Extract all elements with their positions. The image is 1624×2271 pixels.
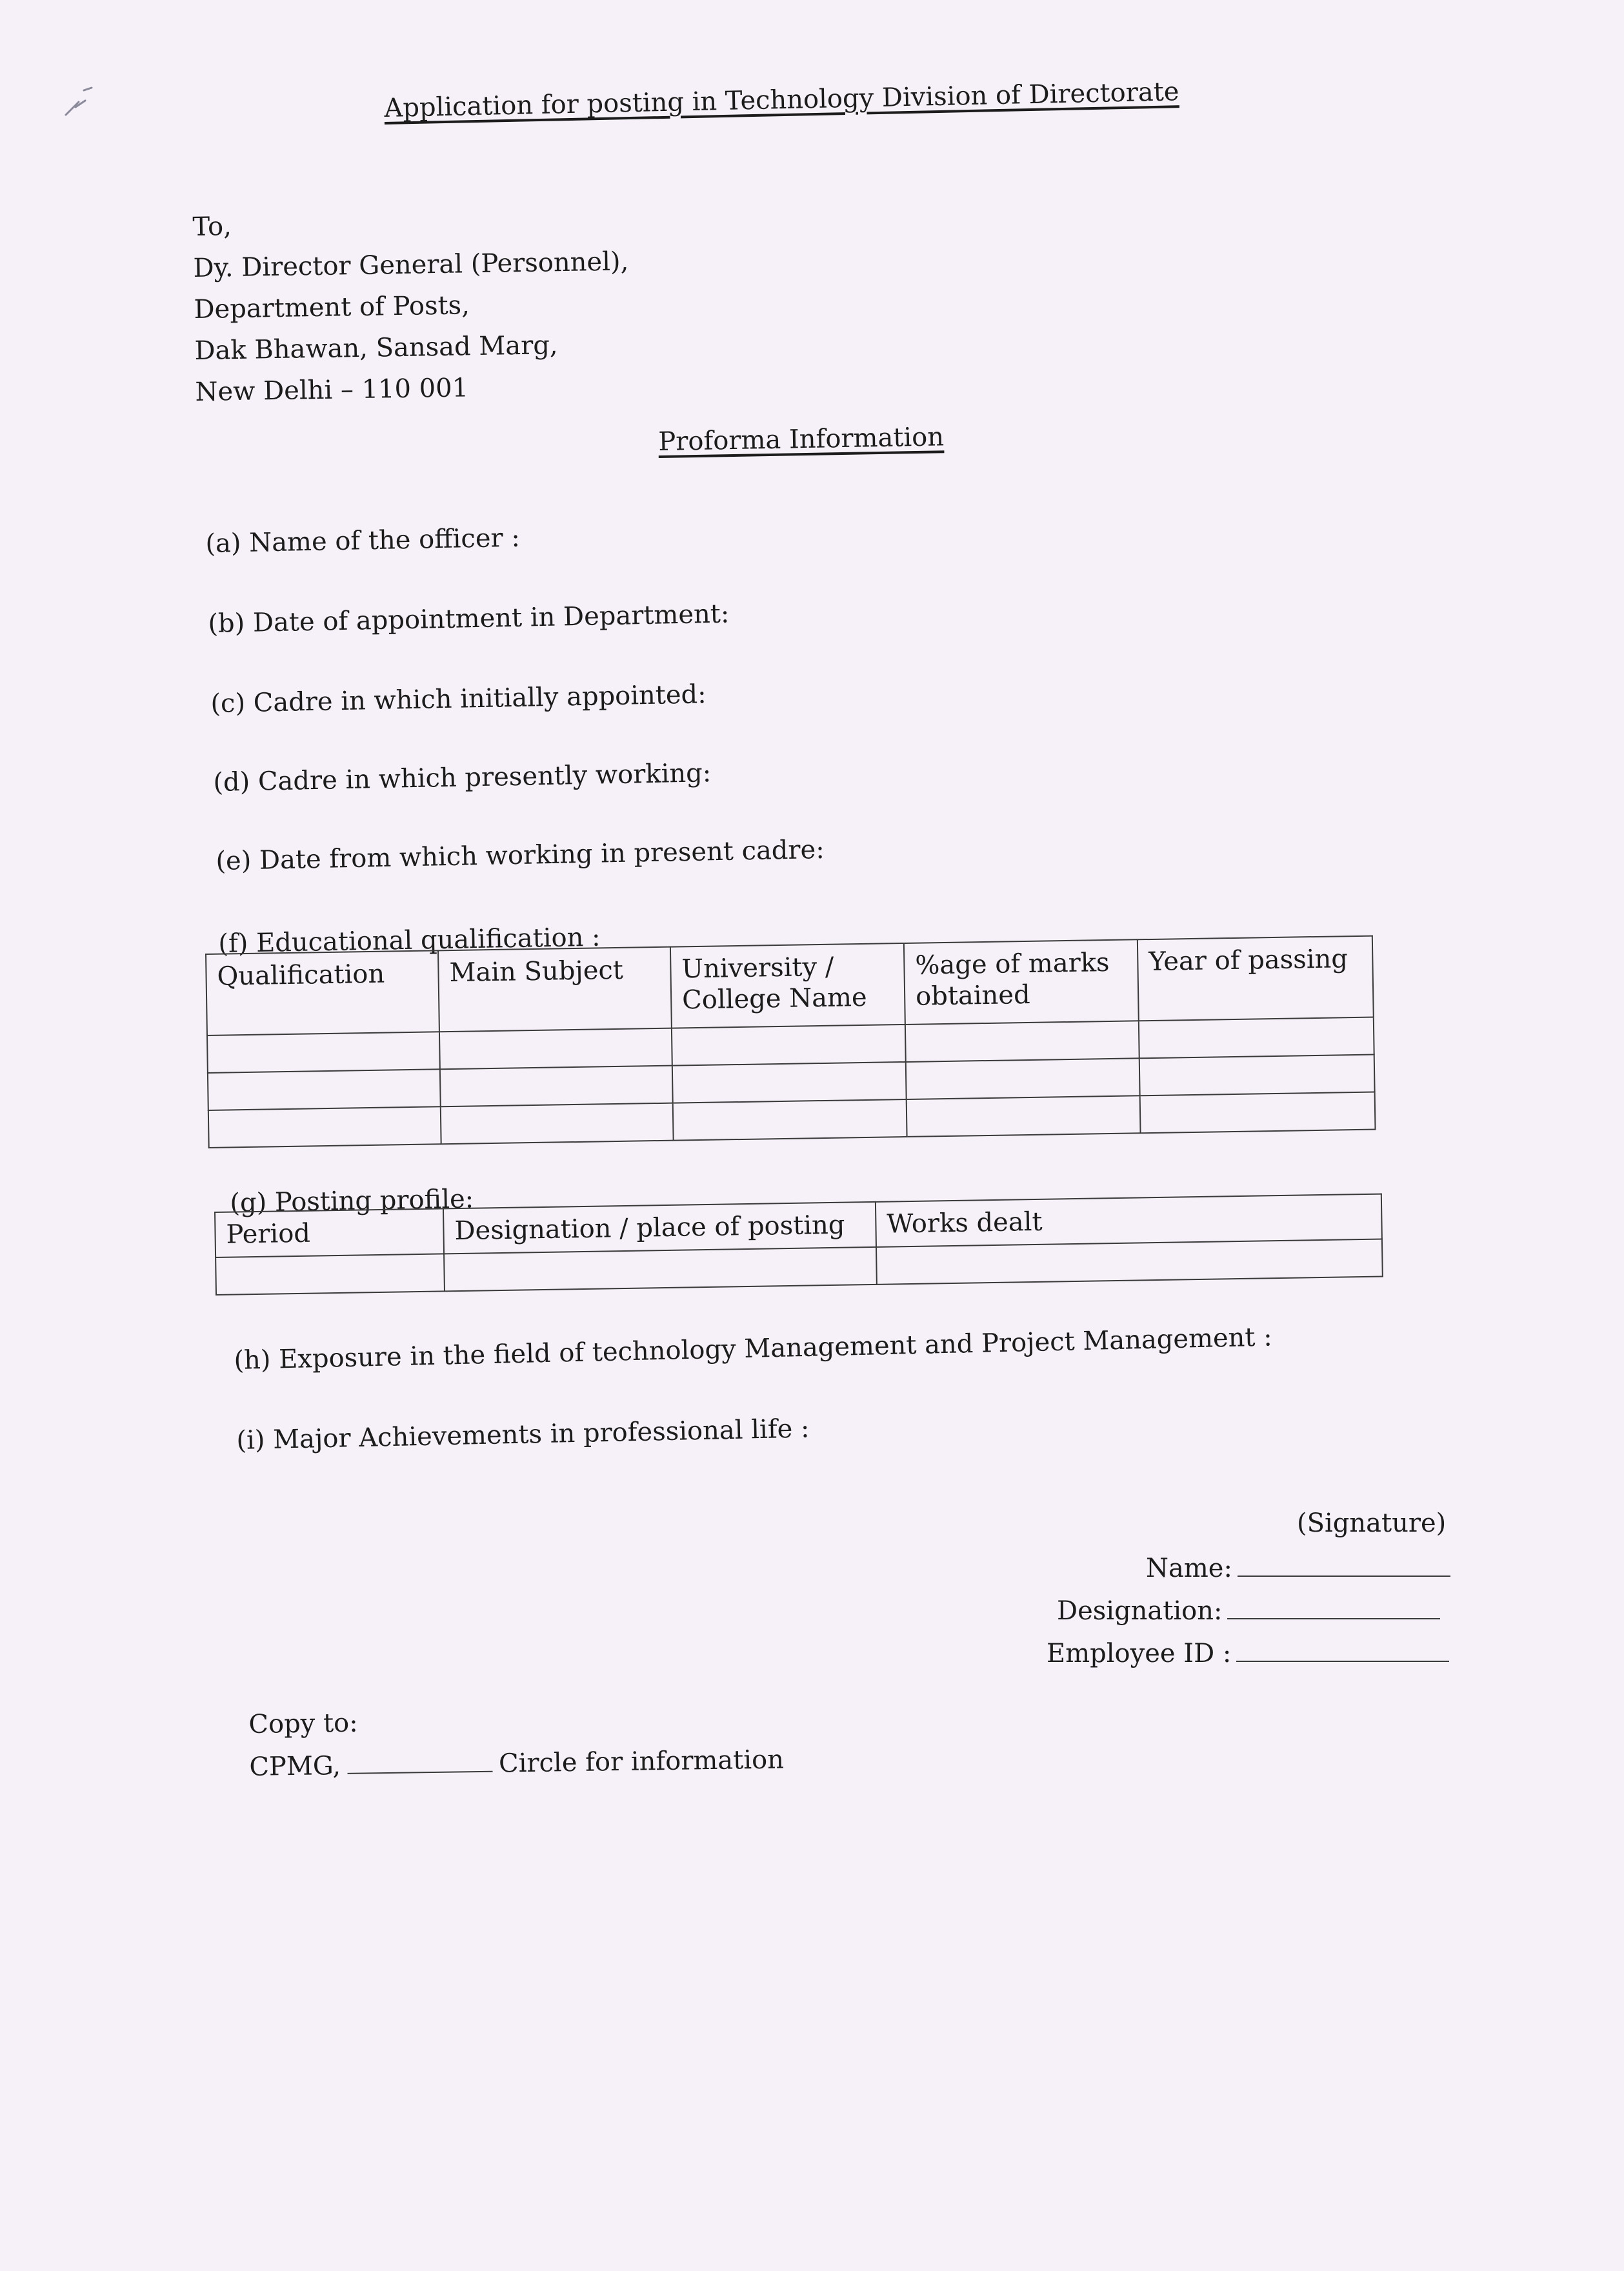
header-marks: %age of marks obtained	[904, 939, 1139, 1025]
signature-label: (Signature)	[1297, 1508, 1447, 1538]
table-cell[interactable]	[444, 1247, 877, 1292]
address-line-4: New Delhi – 110 001	[195, 373, 469, 407]
field-officer-name: (a) Name of the officer :	[205, 523, 521, 559]
table-cell[interactable]	[441, 1103, 674, 1145]
field-date-appointment: (b) Date of appointment in Department:	[208, 599, 730, 639]
table-cell[interactable]	[1140, 1092, 1376, 1134]
recipient-address	[192, 199, 631, 413]
header-university: University / College Name	[670, 943, 905, 1028]
signature-designation-blank[interactable]	[1227, 1599, 1440, 1619]
copy-to-block	[248, 1696, 784, 1788]
field-present-cadre-date: (e) Date from which working in present cadre:	[216, 834, 825, 876]
copy-to-line	[249, 1738, 784, 1788]
table-cell[interactable]	[208, 1069, 441, 1110]
pen-mark-icon	[59, 76, 98, 121]
signature-designation-label: Designation:	[1057, 1596, 1223, 1626]
signature-name-row	[1146, 1554, 1450, 1583]
header-works: Works dealt	[876, 1194, 1382, 1247]
field-present-cadre: (d) Cadre in which presently working:	[213, 758, 712, 797]
copy-cpmg: CPMG,	[249, 1751, 341, 1782]
signature-employee-id-label: Employee ID :	[1047, 1639, 1232, 1668]
signature-name-blank[interactable]	[1238, 1556, 1450, 1577]
field-initial-cadre: (c) Cadre in which initially appointed:	[210, 679, 707, 719]
header-year: Year of passing	[1138, 936, 1374, 1021]
table-cell[interactable]	[907, 1095, 1141, 1137]
header-main-subject: Main Subject	[438, 947, 672, 1032]
table-cell[interactable]	[905, 1021, 1139, 1062]
education-label: (f) Educational qualification :	[218, 922, 601, 959]
copy-circle-blank[interactable]	[347, 1752, 492, 1774]
signature-employee-id-blank[interactable]	[1236, 1641, 1449, 1662]
table-cell[interactable]	[1139, 1017, 1374, 1059]
table-cell[interactable]	[906, 1058, 1140, 1099]
address-to: To,	[192, 212, 232, 242]
proforma-heading: Proforma Information	[658, 422, 945, 457]
posting-table	[214, 1194, 1383, 1296]
table-cell[interactable]	[672, 1025, 906, 1066]
table-cell[interactable]	[439, 1028, 672, 1070]
table-cell[interactable]	[216, 1254, 445, 1295]
education-table	[205, 935, 1376, 1148]
copy-circle-text: Circle for information	[498, 1745, 785, 1779]
table-cell[interactable]	[208, 1106, 441, 1148]
document-title: Application for posting in Technology Division of Directorate	[384, 77, 1179, 123]
table-cell[interactable]	[876, 1239, 1383, 1285]
table-cell[interactable]	[672, 1062, 907, 1103]
table-cell[interactable]	[440, 1066, 673, 1107]
signature-name-label: Name:	[1146, 1554, 1232, 1583]
table-cell[interactable]	[673, 1099, 907, 1141]
field-achievements: (i) Major Achievements in professional life :	[236, 1414, 810, 1456]
header-designation: Designation / place of posting	[443, 1202, 876, 1254]
header-qualification: Qualification	[206, 950, 439, 1035]
address-line-1: Dy. Director General (Personnel),	[193, 246, 629, 283]
field-exposure: (h) Exposure in the field of technology Management and Project Management :	[234, 1322, 1273, 1376]
posting-label: (g) Posting profile:	[230, 1184, 474, 1218]
copy-to-label: Copy to:	[248, 1708, 359, 1739]
table-cell[interactable]	[1139, 1055, 1375, 1096]
address-line-3: Dak Bhawan, Sansad Marg,	[194, 330, 558, 366]
table-cell[interactable]	[207, 1032, 440, 1073]
header-period: Period	[215, 1208, 444, 1257]
signature-designation-row	[1057, 1596, 1440, 1626]
address-line-2: Department of Posts,	[194, 290, 470, 325]
signature-employee-id-row	[1047, 1639, 1449, 1668]
